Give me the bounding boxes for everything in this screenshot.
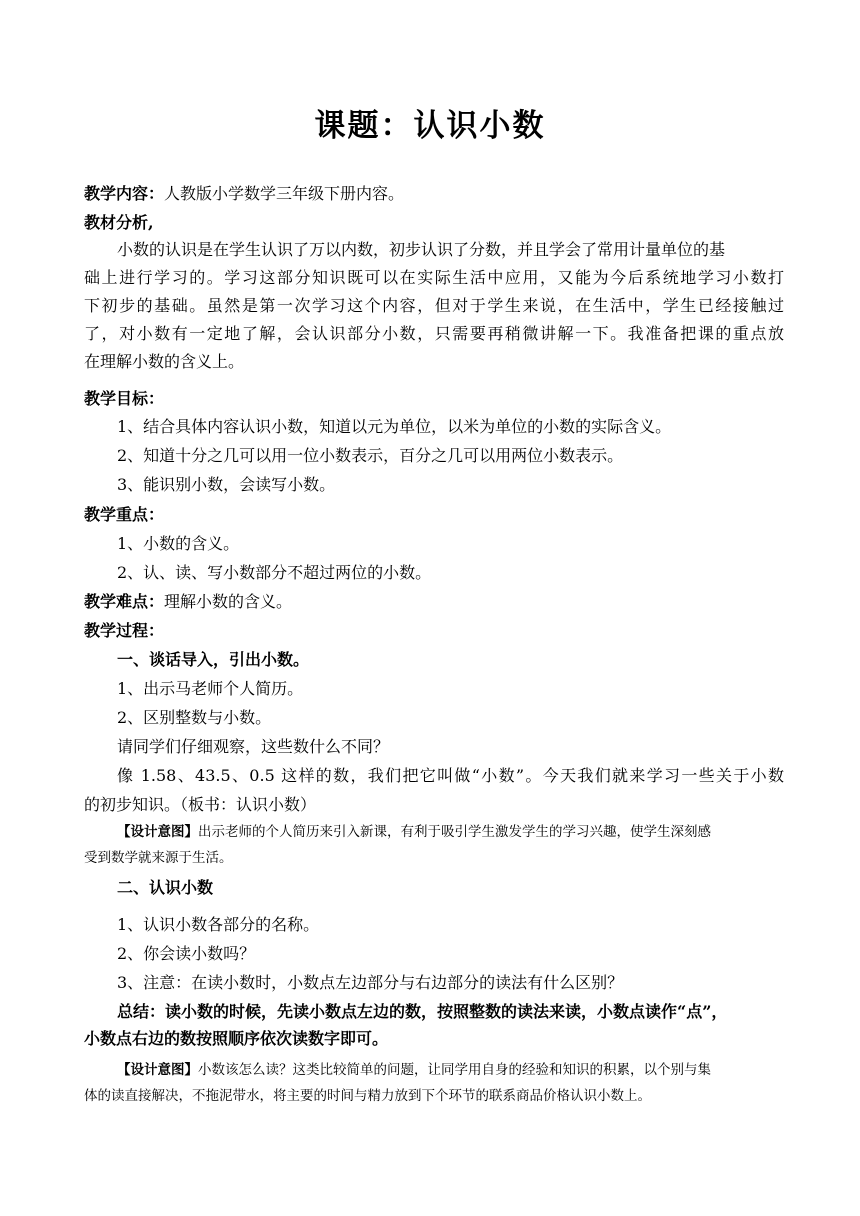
design-intent-1: 【设计意图】出示老师的个人简历来引入新课，有利于吸引学生激发学生的学习兴趣，使学生深刻感: [117, 824, 711, 840]
analysis-line: 小数的认识是在学生认识了万以内数，初步认识了分数，并且学会了常用计量单位的基: [117, 240, 726, 259]
content-text: 人教版小学数学三年级下册内容。: [164, 184, 405, 203]
design-intent-1-cont: 受到数学就来源于生活。: [84, 850, 233, 866]
page-title: 课题：认识小数: [314, 108, 546, 144]
analysis-line: 下初步的基础。虽然是第一次学习这个内容，但对于学生来说，在生活中，学生已经接触过: [84, 296, 784, 315]
keypoint-item: 1、小数的含义。: [117, 534, 240, 553]
keypoint-item: 2、认、读、写小数部分不超过两位的小数。: [117, 563, 432, 582]
process-heading: 教学过程：: [84, 621, 165, 640]
design-label: 【设计意图】: [117, 1062, 198, 1078]
analysis-line: 了，对小数有一定地了解，会认识部分小数，只需要再稍微讲解一下。我准备把课的重点放: [84, 324, 784, 343]
section2-line: 2、你会读小数吗？: [117, 944, 256, 963]
difficulty-text: 理解小数的含义。: [164, 592, 293, 611]
content-label: 教学内容：: [84, 184, 165, 203]
goal-item: 3、能识别小数，会读写小数。: [117, 475, 336, 494]
section1-para: 的初步知识。（板书：认识小数）: [84, 795, 317, 814]
section2-line: 1、认识小数各部分的名称。: [117, 915, 320, 934]
analysis-heading: 教材分析,: [84, 213, 154, 232]
section1-line: 2、区别整数与小数。: [117, 708, 272, 727]
section1-heading: 一、谈话导入，引出小数。: [117, 650, 310, 669]
keypoints-heading: 教学重点：: [84, 505, 165, 524]
section1-line: 1、出示马老师个人简历。: [117, 679, 304, 698]
difficulty-label: 教学难点：: [84, 592, 165, 611]
content-line: [84, 182, 784, 206]
design-intent-2-cont: 体的读直接解决，不拖泥带水，将主要的时间与精力放到下个环节的联系商品价格认识小数上。: [84, 1088, 651, 1104]
section2-heading: 二、认识小数: [117, 878, 214, 897]
design-intent-2: 【设计意图】小数该怎么读？这类比较简单的问题，让同学用自身的经验和知识的积累，以个别与集: [117, 1062, 711, 1078]
summary-line: 总结：读小数的时候，先读小数点左边的数，按照整数的读法来读，小数点读作“点”，: [117, 1002, 728, 1021]
summary-line: 小数点右边的数按照顺序依次读数字即可。: [84, 1029, 389, 1048]
section2-line: 3、注意：在读小数时，小数点左边部分与右边部分的读法有什么区别？: [117, 973, 624, 992]
design-label: 【设计意图】: [117, 824, 198, 840]
goal-item: 2、知道十分之几可以用一位小数表示，百分之几可以用两位小数表示。: [117, 446, 624, 465]
goals-heading: 教学目标：: [84, 389, 165, 408]
analysis-line: 础上进行学习的。学习这部分知识既可以在实际生活中应用，又能为今后系统地学习小数打: [84, 268, 784, 287]
section1-para: 像 1.58、43.5、0.5 这样的数，我们把它叫做“小数”。今天我们就来学习一些关于小数: [117, 766, 784, 785]
analysis-line: 在理解小数的含义上。: [84, 352, 245, 371]
goal-item: 1、结合具体内容认识小数，知道以元为单位，以米为单位的小数的实际含义。: [117, 417, 672, 436]
section1-line: 请同学们仔细观察，这些数什么不同？: [117, 737, 390, 756]
difficulty-line: [84, 590, 784, 614]
